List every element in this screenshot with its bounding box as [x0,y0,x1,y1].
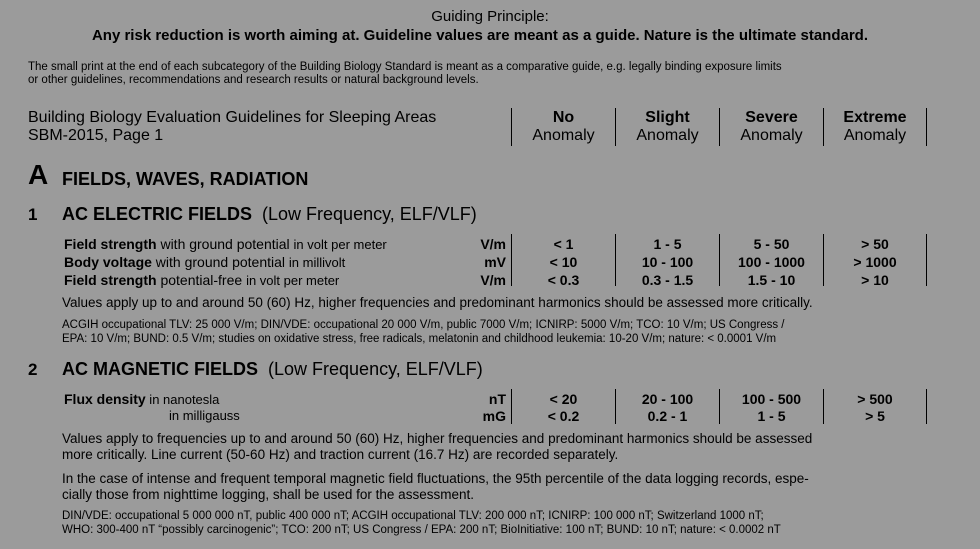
s1-row-1-value-extreme: > 50 [861,236,889,252]
s1-row-2-value-slight: 10 - 100 [641,254,694,270]
section-1-subtitle: (Low Frequency, ELF/VLF) [262,204,477,224]
section-2-number: 2 [28,360,38,379]
section-2-note-2-line-2: cially those from nighttime logging, shall be used for the assessment. [62,487,474,502]
guidelines-title: Building Biology Evaluation Guidelines for Sleeping Areas [28,109,437,126]
s2-row-1-quantity: Flux density [64,391,146,407]
s1-row-2-quantity: Body voltage [64,254,152,270]
s1-row-1-value-slight: 1 - 5 [653,236,682,252]
section-2-small-print-2: WHO: 300-400 nT “possibly carcinogenic”; TCO: 200 nT; US Congress / EPA: 200 nT; BioInitiative: 100 nT; BUND: 10 nT; nature: < 0.0002 nT [62,524,781,536]
s1-row-1-value-severe: 5 - 50 [753,236,790,252]
section-2-small-print-1: DIN/VDE: occupational 5 000 000 nT, public 400 000 nT; ACGIH occupational TLV: 200 000 nT; ICNIRP: 100 000 nT; Switzerland 1000 nT; [62,510,764,522]
s1-row-3-description: in volt per meter [246,273,340,288]
principle-statement: Any risk reduction is worth aiming at. Guideline values are meant as a guide. Nature is the ultimate standard. [91,27,869,44]
section-2-heading [62,359,483,380]
s1-row-1-quantity: Field strength [64,236,157,252]
column-header-no: No [552,109,575,126]
s2-row-1-value-no: < 20 [549,391,578,407]
s2-row-1-value-extreme: > 500 [857,391,893,407]
s1-row-3-value-severe: 1.5 - 10 [747,272,796,288]
s1-row-1-value-no: < 1 [553,236,574,252]
s1-row-2-condition: with ground potential [151,254,289,270]
s1-row-1-description: in volt per meter [293,237,387,252]
section-1-heading [62,204,477,225]
s1-row-3-value-no: < 0.3 [547,272,580,288]
column-header-no-sub: Anomaly [532,127,595,144]
s2-row-1-value-severe: 100 - 500 [741,391,802,407]
s1-row-1-unit: V/m [480,236,506,252]
s2-row-1-unit: nT [488,391,506,407]
section-2-subtitle: (Low Frequency, ELF/VLF) [268,359,483,379]
s2-row-1-value-slight: 20 - 100 [641,391,694,407]
category-title: FIELDS, WAVES, RADIATION [62,169,309,189]
s1-row-2-value-severe: 100 - 1000 [738,254,805,270]
s1-row-2-description: in millivolt [288,255,346,270]
section-2-title: AC MAGNETIC FIELDS [62,359,258,379]
s2-row-2-value-severe: 1 - 5 [757,408,786,424]
intro-line-1: The small print at the end of each subcategory of the Building Biology Standard is meant as a comparative guide, e.g. legally binding exposure limits [28,61,782,73]
section-2-note-2-line-1: In the case of intense and frequent temporal magnetic field fluctuations, the 95th percentile of the data logging records, espe- [62,471,809,486]
s2-row-2-value-no: < 0.2 [547,408,580,424]
s2-row-2-description: in milligauss [169,408,240,423]
s1-row-3-value-slight: 0.3 - 1.5 [641,272,694,288]
section-1-note: Values apply up to and around 50 (60) Hz, higher frequencies and predominant harmonics should be assessed more critically. [62,295,813,310]
column-header-severe: Severe [745,109,798,126]
s1-row-3-value-extreme: > 10 [861,272,889,288]
category-letter: A [28,159,49,190]
table-divider [926,389,927,424]
s2-row-1-label [64,391,219,407]
s1-row-1-condition: with ground potential [156,236,294,252]
s2-row-2-unit: mG [482,408,506,424]
table-divider [926,234,927,286]
section-2-note-1-line-2: more critically. Line current (50-60 Hz) and traction current (16.7 Hz) are recorded separately. [62,447,619,462]
column-header-slight-sub: Anomaly [636,127,699,144]
section-2-note-1-line-1: Values apply to frequencies up to and around 50 (60) Hz, higher frequencies and predominant harmonics should be assessed [62,431,813,446]
header-divider [926,108,927,146]
s1-row-2-unit: mV [484,254,506,270]
principle-heading: Guiding Principle: [431,8,549,25]
intro-line-2: or other guidelines, recommendations and research results or natural background levels. [28,74,479,86]
section-1-number: 1 [28,205,38,224]
s2-row-1-description: in nanotesla [145,392,220,407]
guidelines-page: SBM-2015, Page 1 [28,127,164,144]
s2-row-2-value-extreme: > 5 [865,408,885,424]
section-1-title: AC ELECTRIC FIELDS [62,204,253,224]
column-header-severe-sub: Anomaly [740,127,803,144]
column-header-extreme: Extreme [843,109,907,126]
column-header-extreme-sub: Anomaly [843,127,907,144]
s1-row-3-label [64,272,339,288]
s1-row-3-unit: V/m [480,272,506,288]
s1-row-3-quantity: Field strength [64,272,157,288]
section-1-small-print-1: ACGIH occupational TLV: 25 000 V/m; DIN/VDE: occupational 20 000 V/m, public 7000 V/m; ICNIRP: 5000 V/m; TCO: 10 V/m; US Congress / [62,319,785,331]
s1-row-3-condition: potential-free [156,272,247,288]
column-header-slight: Slight [645,109,690,126]
s2-row-2-value-slight: 0.2 - 1 [647,408,688,424]
s1-row-1-label [64,236,387,252]
s1-row-2-label [64,254,345,270]
section-1-small-print-2: EPA: 10 V/m; BUND: 0.5 V/m; studies on oxidative stress, free radicals, melatonin and childhood leukemia: 10-20 V/m; nature: < 0.0001 V/m [62,333,777,345]
s1-row-2-value-no: < 10 [549,254,578,270]
s1-row-2-value-extreme: > 1000 [853,254,897,270]
